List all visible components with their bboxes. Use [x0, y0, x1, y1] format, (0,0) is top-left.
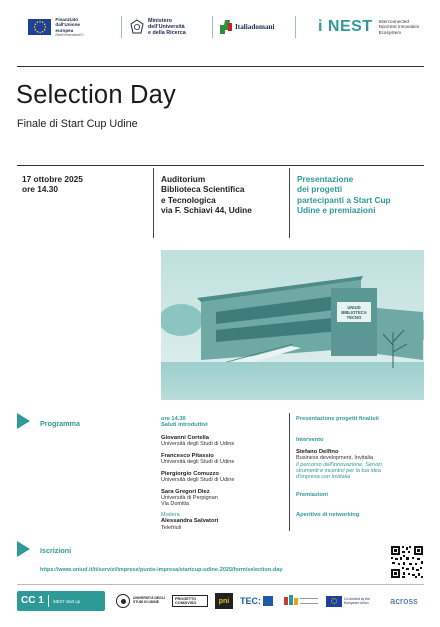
inest-logo-text: i NEST	[318, 18, 373, 35]
pni-text: pni	[215, 593, 233, 609]
speaker-affiliation: Via Domitia	[161, 501, 190, 508]
talk-title-line: strumenti e incentivi per la tua idea	[296, 467, 381, 474]
venue-line2: Biblioteca Scientifica	[161, 184, 245, 195]
page-title: Selection Day	[16, 81, 176, 109]
speaker-name: Sara Gregori Diez	[161, 488, 210, 495]
across-logo	[384, 591, 424, 611]
sign-line3: TECNO	[346, 315, 362, 320]
event-description	[297, 174, 391, 216]
speaker-affiliation: Università degli Studi di Udine	[161, 441, 235, 448]
event-datetime	[22, 174, 83, 195]
divider	[17, 66, 424, 67]
eu-cofunded-logo	[326, 591, 382, 611]
header-divider	[121, 16, 122, 38]
eu-logo-line1: Finanziato	[55, 16, 79, 22]
moderator-label: Modera	[161, 511, 180, 518]
event-time: ore 14.30	[22, 184, 58, 195]
tec-logo	[240, 591, 278, 611]
across-text: across	[390, 596, 418, 606]
speaker-affiliation: Università di Perpignan	[161, 495, 218, 502]
speaker-name: Stefano Delfino	[296, 448, 339, 455]
inest-logo	[318, 16, 428, 38]
programma-time: ore 14.30	[161, 416, 186, 422]
programma-arrow-icon	[17, 413, 30, 429]
eu-logo	[28, 17, 98, 37]
programma-right-column	[296, 416, 424, 518]
header-divider	[212, 16, 213, 38]
programma-divider	[289, 413, 290, 531]
eu-logo-line2: dall'Unione europea	[55, 22, 80, 33]
uniud-seal-icon	[116, 594, 130, 608]
programma-item: Aperitivo di networking	[296, 511, 360, 518]
sign-line2: BIBLIOTECA	[341, 310, 367, 315]
speaker-item	[161, 435, 291, 448]
eu-flag-icon	[326, 596, 342, 607]
inest-line1: Interconnected	[378, 18, 409, 24]
partner-logo	[284, 591, 320, 611]
eu-logo-line3: NextGenerationEU	[55, 33, 84, 38]
divider	[17, 584, 424, 585]
registration-link[interactable]: https://www.uniud.it/it/servizi/imprese/punto-impresa/startcup-udine-2025/form/selection-day	[40, 567, 283, 573]
uniud-text: UNIVERSITÀ DEGLI STUDI DI UDINE	[133, 596, 165, 604]
venue-line1: Auditorium	[161, 174, 206, 184]
ministero-line3: e della Ricerca	[148, 30, 186, 36]
info-divider	[153, 168, 154, 238]
italiadomani-logo	[220, 18, 292, 36]
progetto-condiviso-logo	[172, 591, 210, 611]
uniud-logo	[116, 591, 166, 611]
italia-flag-icon	[220, 20, 232, 34]
iscrizioni-label: Iscrizioni	[40, 546, 72, 555]
event-venue	[161, 174, 252, 216]
moderator-name: Alessandra Salvatori	[161, 518, 219, 525]
cc1-subtext: iNEST start up	[52, 598, 80, 604]
tec-text: TEC:	[240, 596, 261, 606]
ministero-line2: dell'Università	[148, 24, 185, 30]
cc1-logo	[17, 591, 105, 611]
talk-title-line: Il percorso dell'innovazione. Servizi,	[296, 461, 384, 468]
sign-line1: UNIUD	[347, 305, 361, 310]
venue-photo	[161, 250, 424, 400]
page-subtitle: Finale di Start Cup Udine	[17, 118, 138, 130]
programma-item: Premiazioni	[296, 492, 328, 499]
venue-line4: via F. Schiavi 44, Udine	[161, 205, 252, 216]
speaker-item	[161, 453, 291, 466]
talk-title-line: d'impresa con Invitalia	[296, 474, 351, 481]
progetto-text: PROGETTO CONDIVISO	[172, 595, 208, 608]
programma-item: Intervento	[296, 437, 324, 444]
info-divider	[289, 168, 290, 238]
desc-line4: Udine e premiazioni	[297, 205, 376, 216]
pni-logo	[215, 591, 235, 611]
qr-code[interactable]	[390, 545, 424, 579]
desc-line3: partecipanti a Start Cup	[297, 194, 391, 205]
speaker-name: Giovanni Cortella	[161, 434, 209, 441]
partner-emblem-icon	[284, 595, 298, 607]
speaker-item	[161, 471, 291, 484]
cofunded-text: Co-funded by the European Union	[344, 597, 371, 605]
building-illustration	[161, 250, 424, 400]
speaker-affiliation: Università degli Studi di Udine	[161, 459, 235, 466]
venue-line3: e Tecnologica	[161, 194, 216, 205]
inest-line2: Nord-Est Innovation	[378, 24, 420, 30]
speaker-name: Piergiorgio Comuzzo	[161, 470, 219, 477]
cc1-text: CC 1	[21, 595, 44, 606]
iscrizioni-arrow-icon	[17, 541, 30, 557]
inest-line3: Ecosystem	[378, 29, 402, 35]
ministero-line1: Ministero	[148, 18, 172, 24]
moderator-affiliation: Telefriuli	[161, 524, 182, 531]
programma-item: Presentazione progetti finalisti	[296, 416, 379, 422]
speaker-item	[161, 489, 291, 508]
divider	[17, 165, 424, 166]
tec-badge-icon	[263, 596, 273, 606]
header-divider	[295, 16, 296, 38]
desc-line2: dei progetti	[297, 184, 343, 195]
speaker-role: Business development, Invitalia	[296, 455, 374, 462]
eu-flag-icon	[28, 19, 51, 35]
programma-intro: Saluti introduttivi	[161, 422, 208, 429]
emblem-icon	[130, 19, 144, 35]
programma-label: Programma	[40, 419, 80, 428]
ministero-logo	[130, 16, 210, 38]
desc-line1: Presentazione	[297, 174, 354, 184]
italiadomani-text: Italiadomani	[235, 23, 275, 31]
speaker-affiliation: Università degli Studi di Udine	[161, 477, 235, 484]
speaker-name: Francesco Pitassio	[161, 452, 214, 459]
programma-left-column	[161, 416, 291, 531]
event-date: 17 ottobre 2025	[22, 174, 83, 184]
